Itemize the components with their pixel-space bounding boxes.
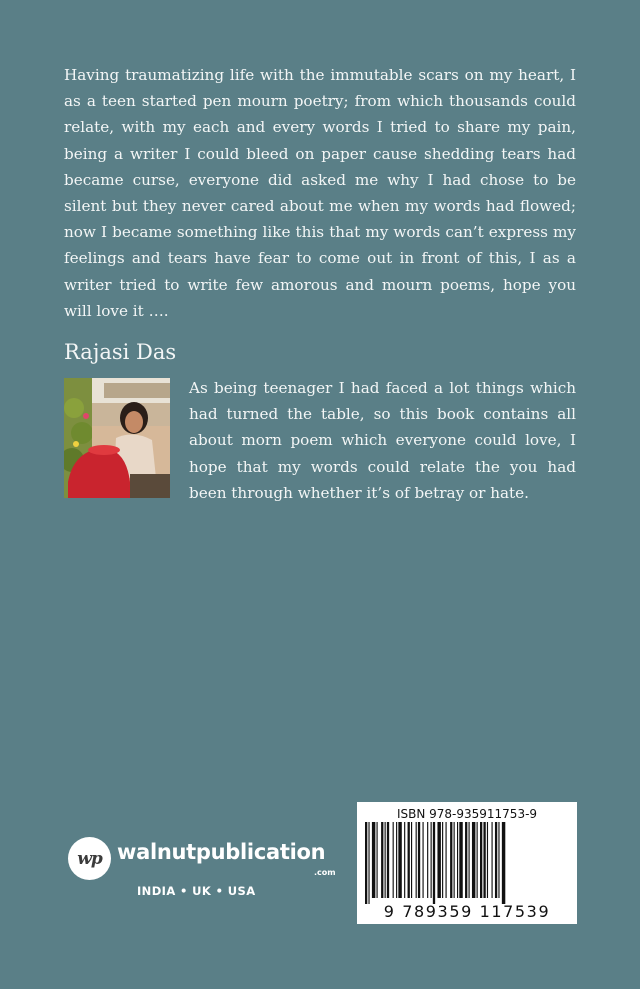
barcode-bar xyxy=(396,822,397,898)
publisher-domain: .com xyxy=(314,868,336,877)
publisher-name: walnutpublication xyxy=(117,840,326,864)
barcode-bars xyxy=(365,822,569,904)
barcode-bar xyxy=(498,822,499,898)
barcode-bar xyxy=(483,822,485,898)
isbn-barcode xyxy=(357,802,577,924)
author-photo xyxy=(64,378,170,498)
barcode-bar xyxy=(365,822,367,904)
barcode-bar xyxy=(487,822,488,898)
barcode-bar xyxy=(446,822,447,898)
barcode-bar xyxy=(480,822,482,898)
barcode-bar xyxy=(442,822,443,898)
barcode-bar xyxy=(387,822,389,898)
publisher-logo-mark: wp xyxy=(77,848,102,869)
barcode-bar xyxy=(408,822,410,898)
barcode-bar xyxy=(423,822,424,898)
author-name: Rajasi Das xyxy=(64,340,177,364)
barcode-bar xyxy=(404,822,405,898)
barcode-bar xyxy=(457,822,458,898)
barcode-bar xyxy=(437,822,440,898)
back-cover-blurb: Having traumatizing life with the immutable scars on my heart, I as a teen started pen mourn poetry; from which thousands could relate, with my each and every words I tried to share my pain, being a writer I could bleed on paper cause shedding tears had became curse, everyone did asked me why I had chose to be silent but they never cared about me when my words had flowed; now I became something like this that my words can’t express my feelings and tears have fear to come out in front of this, I as a writer tried to write few amorous and mourn poems, hope you will love it …. xyxy=(64,66,576,320)
barcode-bar xyxy=(372,822,375,898)
author-bio: As being teenager I had faced a lot things which had turned the table, so this book contains all about morn poem which everyone could love, I hope that my words could relate the you had been through whether it’s of betray or hate. xyxy=(189,379,576,502)
barcode-bar xyxy=(431,822,432,898)
isbn-label: ISBN 978-935911753-9 xyxy=(396,807,538,821)
barcode-bar xyxy=(472,822,475,898)
barcode-bar xyxy=(454,822,455,898)
author-photo-image xyxy=(64,378,170,498)
barcode-bar xyxy=(427,822,428,898)
isbn-digits: 9 789359 117539 xyxy=(383,902,551,921)
barcode-bar xyxy=(418,822,420,898)
barcode-bar xyxy=(416,822,417,898)
publisher-regions: INDIA • UK • USA xyxy=(137,884,256,898)
barcode-bar xyxy=(450,822,452,898)
barcode-bar xyxy=(459,822,462,898)
barcode-bar xyxy=(433,822,435,904)
barcode-bar xyxy=(477,822,478,898)
barcode-bar xyxy=(368,822,369,904)
barcode-bar xyxy=(469,822,470,898)
barcode-bar xyxy=(377,822,378,898)
barcode-bar xyxy=(411,822,412,898)
barcode-bar xyxy=(502,822,505,904)
barcode-bar xyxy=(393,822,394,898)
barcode-bar xyxy=(492,822,493,898)
barcode-bar xyxy=(495,822,497,898)
barcode-bar xyxy=(398,822,401,898)
barcode-bar xyxy=(381,822,383,898)
barcode-bar xyxy=(385,822,386,898)
publisher-logo-icon xyxy=(68,837,111,880)
barcode-bar xyxy=(465,822,467,898)
